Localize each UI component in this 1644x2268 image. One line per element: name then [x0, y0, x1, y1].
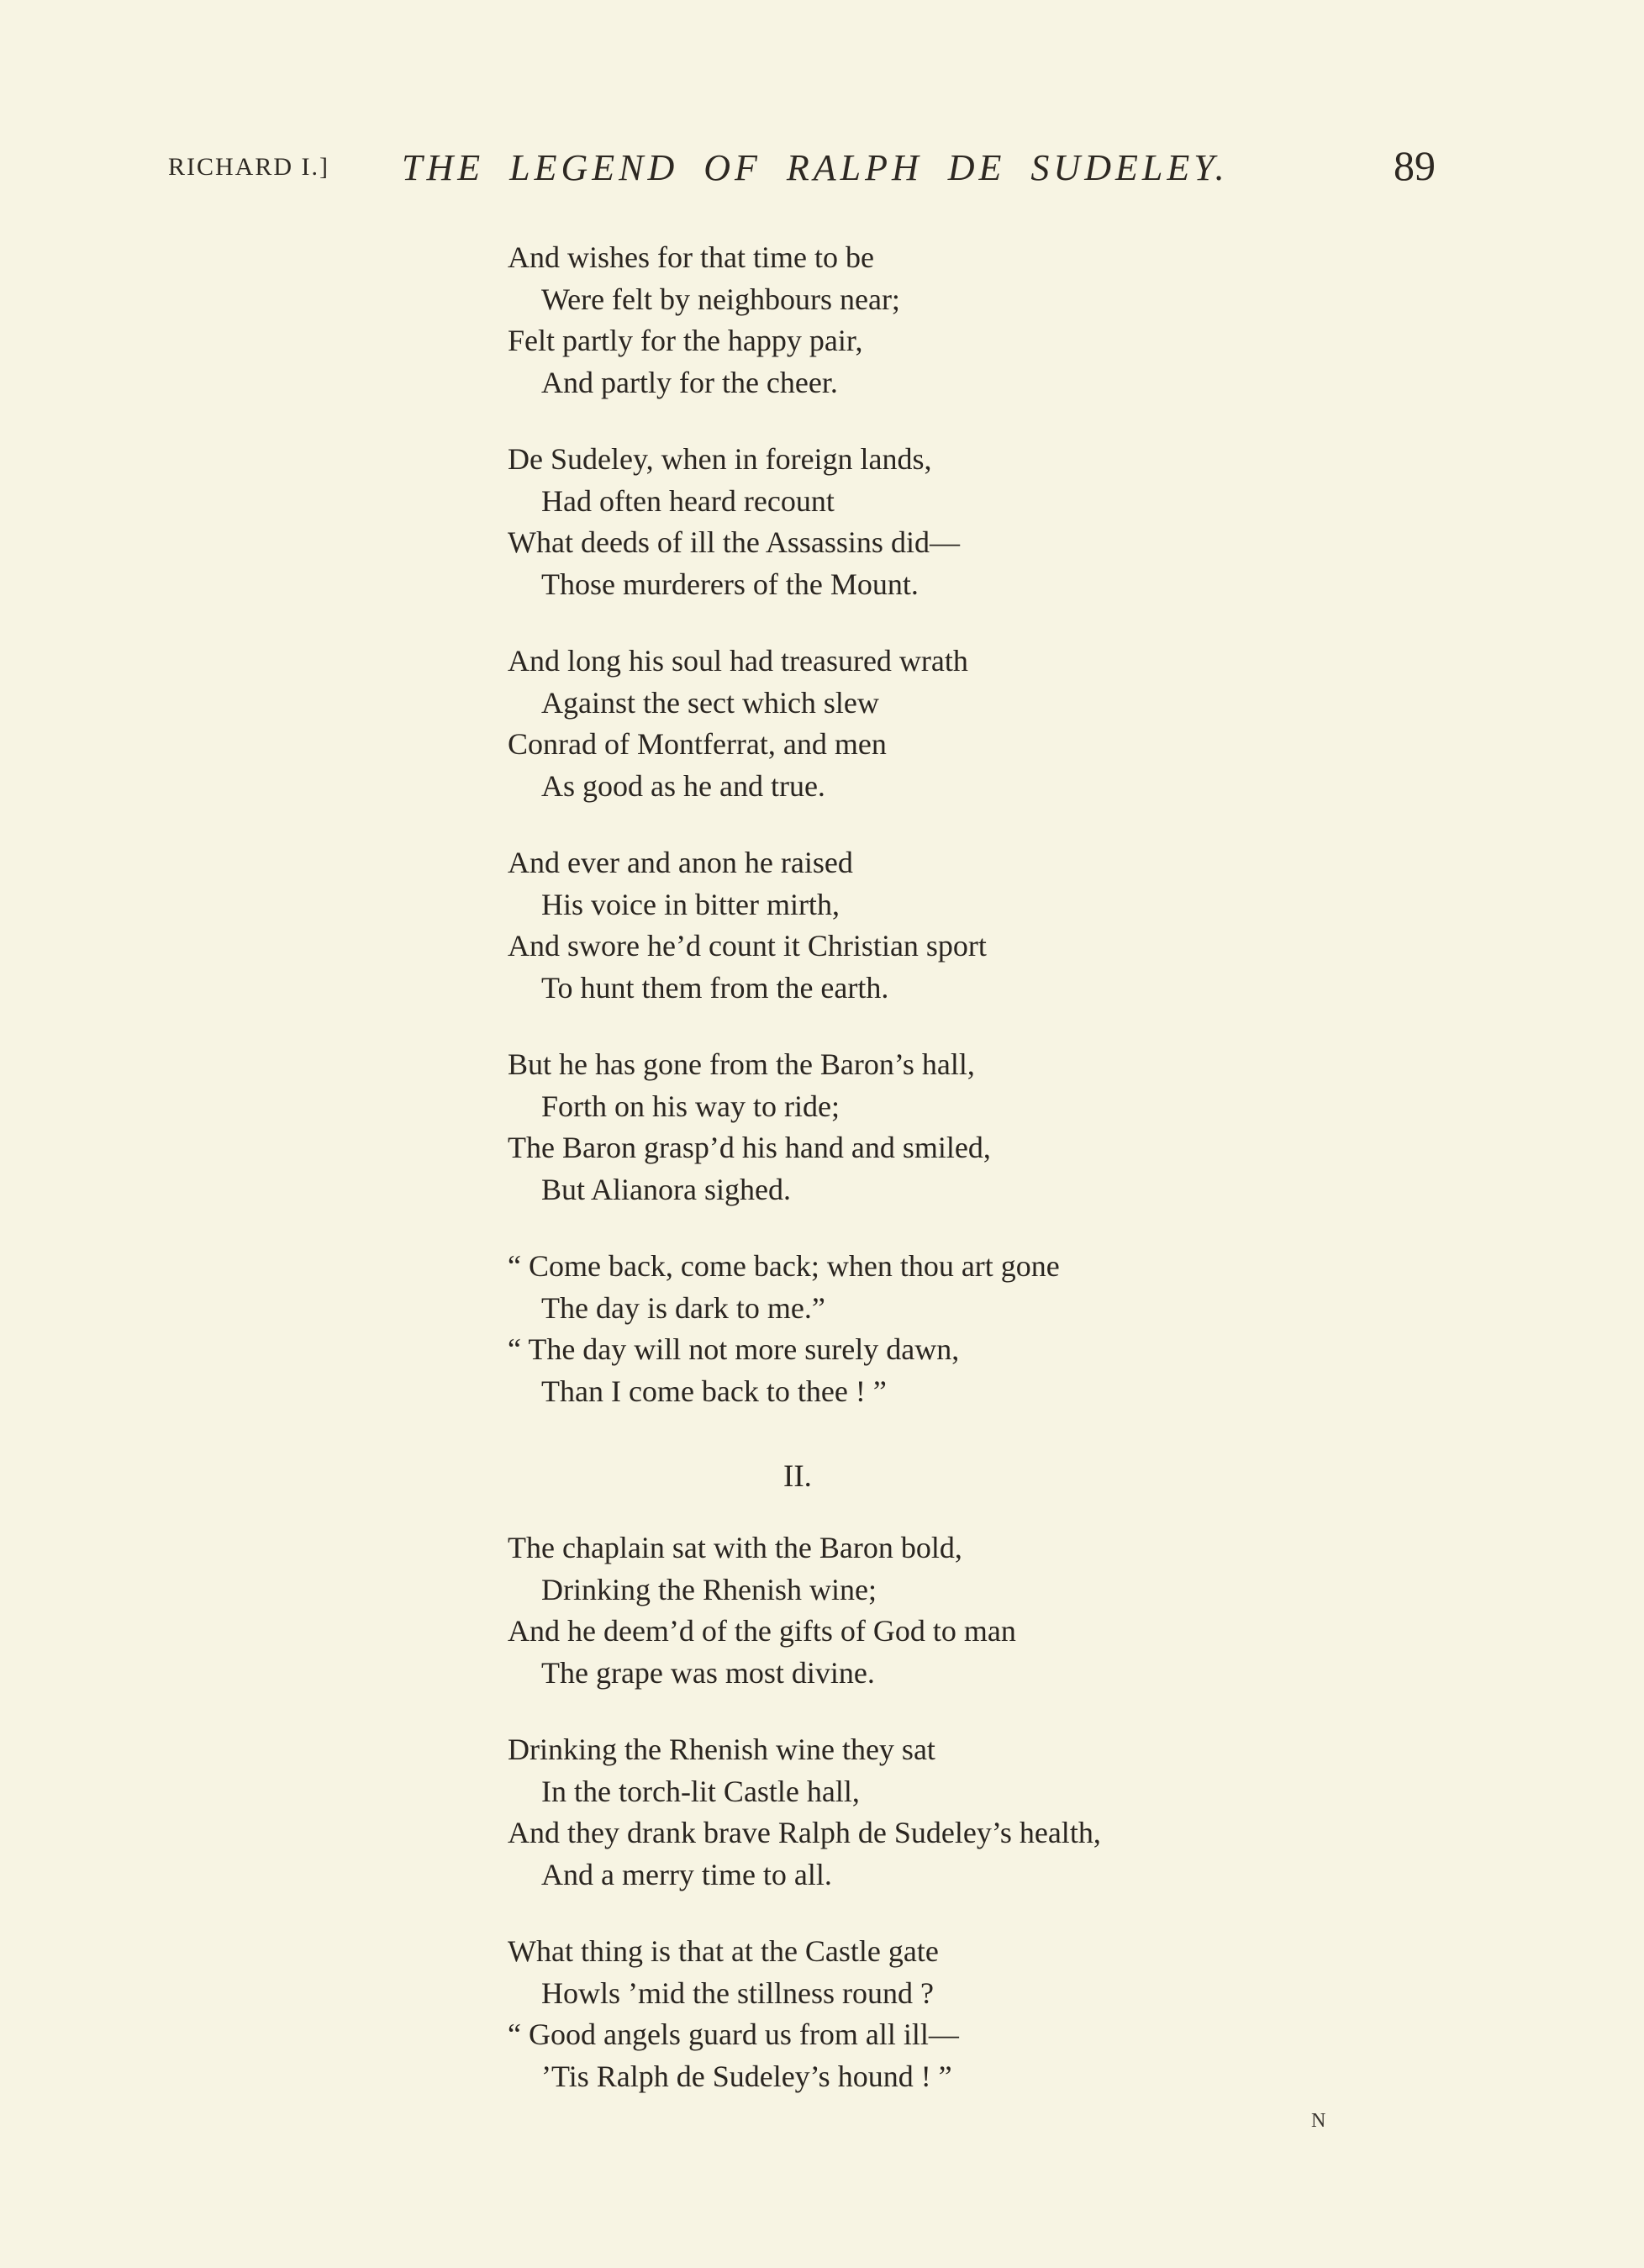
poem-line: Those murderers of the Mount. [541, 567, 919, 601]
page-number: 89 [1394, 142, 1436, 189]
poem-line: “ Come back, come back; when thou art gone [508, 1249, 1060, 1283]
running-head-title: THE LEGEND OF RALPH DE SUDELEY. [402, 147, 1229, 188]
section-number: II. [783, 1459, 812, 1494]
poem-line: But Alianora sighed. [541, 1172, 791, 1206]
poem-line: What deeds of ill the Assassins did— [508, 525, 960, 559]
poem-line: ’Tis Ralph de Sudeley’s hound ! ” [541, 2059, 952, 2093]
poem-line: Had often heard recount [541, 483, 835, 518]
stanza [508, 641, 1474, 807]
stanza [508, 842, 1474, 1009]
poem-line: The chaplain sat with the Baron bold, [508, 1531, 962, 1564]
poem-line: Drinking the Rhenish wine; [541, 1572, 877, 1606]
poem-line: The Baron grasp’d his hand and smiled, [508, 1131, 991, 1164]
poem-line: His voice in bitter mirth, [541, 887, 840, 921]
stanza [508, 237, 1474, 403]
poem-line: Felt partly for the happy pair, [508, 324, 863, 357]
poem-line: Than I come back to thee ! ” [541, 1374, 887, 1408]
poem-line: Were felt by neighbours near; [541, 282, 900, 316]
poem-line: And long his soul had treasured wrath [508, 644, 968, 678]
poem-line: And he deem’d of the gifts of God to man [508, 1614, 1016, 1648]
stanza [508, 439, 1474, 605]
running-head [0, 141, 1644, 200]
poem-line: “ Good angels guard us from all ill— [508, 2017, 959, 2051]
stanza [508, 1931, 1474, 2097]
poem-line: And swore he’d count it Christian sport [508, 929, 987, 963]
poem-line: But he has gone from the Baron’s hall, [508, 1047, 975, 1081]
poem-body [508, 237, 1474, 2097]
poem-line: To hunt them from the earth. [541, 970, 889, 1005]
poem-line: Against the sect which slew [541, 685, 879, 720]
stanza [508, 1044, 1474, 1210]
poem-line: The day is dark to me.” [541, 1290, 825, 1325]
poem-line: The grape was most divine. [541, 1655, 875, 1690]
poem-line: Conrad of Montferrat, and men [508, 727, 887, 761]
running-head-reign: RICHARD I.] [168, 153, 329, 181]
poem-line: And they drank brave Ralph de Sudeley’s health, [508, 1816, 1101, 1849]
poem-line: Drinking the Rhenish wine they sat [508, 1733, 935, 1766]
poem-line: Forth on his way to ride; [541, 1089, 840, 1123]
poem-line: What thing is that at the Castle gate [508, 1934, 939, 1968]
poem-line: De Sudeley, when in foreign lands, [508, 442, 932, 476]
poem-line: Howls ’mid the stillness round ? [541, 1975, 934, 2010]
poem-line: “ The day will not more surely dawn, [508, 1332, 960, 1366]
stanza [508, 1246, 1474, 1412]
poem-line: And partly for the cheer. [541, 365, 838, 399]
poem-line: And a merry time to all. [541, 1857, 832, 1891]
poem-line: As good as he and true. [541, 768, 825, 803]
stanza [508, 1527, 1474, 1694]
stanza [508, 1729, 1474, 1896]
poem-line: In the torch-lit Castle hall, [541, 1774, 860, 1808]
printer-signature-mark: N [1311, 2110, 1326, 2132]
poem-line: And ever and anon he raised [508, 846, 853, 879]
poem-line: And wishes for that time to be [508, 240, 874, 274]
